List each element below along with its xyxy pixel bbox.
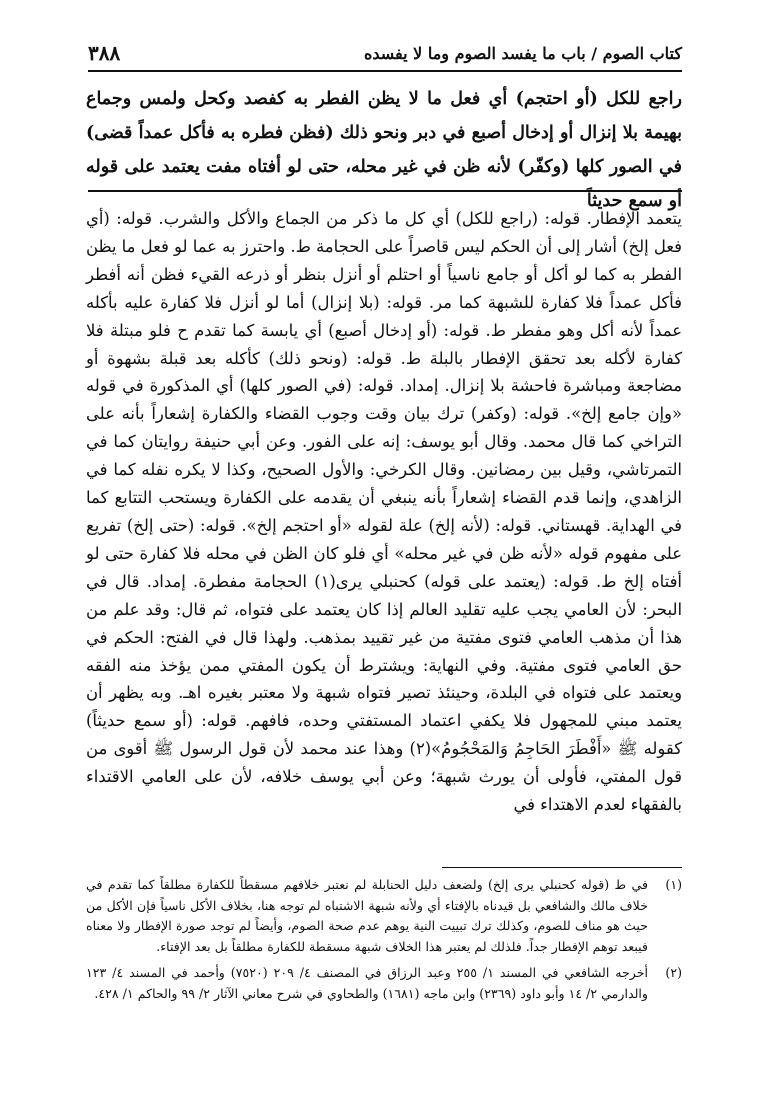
footnote <box>86 875 682 957</box>
footnotes <box>86 875 682 1010</box>
commentary-paragraph: يتعمد الإفطار. قوله: (راجع للكل) أي كل ما ذكر من الجماع والأكل والشرب. قوله: (أي فعل إلخ) أشار إلى أن الحكم ليس قاصراً على الحجامة ط. واحترز به عما لو فعل ما يظن الفطر به كما لو أكل أو جامع ناسياً أو احتلم أو أنزل بنظر أو ذرعه القيء فظن أنه أفطر فأكل عمداً فلا كفارة للشبهة كما مر. قوله: (بلا إنزال) أما لو أنزل فلا كفارة عليه بأكله عمداً لأنه أكل وهو مفطر ط. قوله: (أو إدخال أصبع) أي يابسة كما تقدم ح فلو مبتلة فلا كفارة لأكله بعد تحقق الإفطار بالبلة ط. قوله: (ونحو ذلك) كأكله بعد قبلة بشهوة أو مضاجعة ومباشرة فاحشة بلا إنزال. إمداد. قوله: (في الصور كلها) أي المذكورة في قوله «وإن جامع إلخ». قوله: (وكفر) ترك بيان وقت وجوب القضاء والكفارة إشعاراً بأنه على التراخي كما قال محمد. وقال أبو يوسف: إنه على الفور. وعن أبي حنيفة روايتان كما في التمرتاشي، وقيل بين رمضانين. وقال الكرخي: والأول الصحيح، وكذا لا يكره نفله كما في الزاهدي، وإنما قدم القضاء إشعاراً بأنه ينبغي أن يقدمه على الكفارة ويستحب التتابع كما في الهداية. قهستاني. قوله: (لأنه إلخ) علة لقوله «أو احتجم إلخ». قوله: (حتى إلخ) تفريع على مفهوم قوله «لأنه ظن في غير محله» أي فلو كان الظن في محله فلا كفارة حتى لو أفتاه إلخ ط. قوله: (يعتمد على قوله) كحنبلي يرى(١) الحجامة مفطرة. إمداد. قال في البحر: لأن العامي يجب عليه تقليد العالم إذا كان يعتمد على فتواه، ثم قال: وقد علم من هذا أن مذهب العامي فتوى مفتية من غير تقييد بمذهب. ولهذا قال في الفتح: الحكم في حق العامي فتوى مفتية. وفي النهاية: ويشترط أن يكون المفتي ممن يؤخذ منه الفقه ويعتمد على فتواه في البلدة، وحينئذ تصير فتواه شبهة ولا معتبر بغيره اهـ. وبه يظهر أن يعتمد مبني للمجهول فلا يكفي اعتماد المستفتي وحده، فافهم. قوله: (أو سمع حديثاً) كقوله ﷺ «أَفْطَرَ الحَاجِمُ وَالمَحْجُومُ»(٢) وهذا عند محمد لأن قول الرسول ﷺ أقوى من قول المفتي، فأولى أن يورث شبهة؛ وعن أبي يوسف خلافه، لأن على العامي الاقتداء بالفقهاء لعدم الاهتداء في <box>85 209 682 815</box>
commentary <box>86 205 682 819</box>
main-text: راجع للكل (أو احتجم) أي فعل ما لا يظن الفطر به كفصد وكحل ولمس وجماع بهيمة بلا إنزال أو إدخال أصبع في دبر ونحو ذلك (فظن فطره به فأكل عمداً قضى) في الصور كلها (وكفّر) لأنه ظن في غير محله، حتى لو أفتاه مفت يعتمد على قوله أو سمع حديثاً <box>86 89 682 211</box>
footnote-divider <box>442 867 682 868</box>
footnote-text: أخرجه الشافعي في المسند ١/ ٢٥٥ وعبد الرزاق في المصنف ٤/ ٢٠٩ (٧٥٢٠) وأحمد في المسند ٤/ ١٢٣ والدارمي ٢/ ١٤ وأبو داود (٢٣٦٩) وابن ماجه (١٦٨١) والطحاوي في شرح معاني الآثار ٢/ ٩٩ والحاكم ١/ ٤٢٨. <box>86 965 649 1001</box>
page-number: ٣٨٨ <box>88 41 121 65</box>
footnote-text: في ط (قوله كحنبلي يرى إلخ) ولضعف دليل الحنابلة لم نعتبر خلافهم مسقطاً للكفارة مطلقاً كما تقدم في خلاف مالك والشافعي بل قيدناه بالإفتاء أي ولأنه شبهة الاشتباه لم توجه هنا، بخلاف الأكل ناسياً فإن الأكل من حيث هو مناف للصوم، وكذلك ترك تبييت النية يوهم عدم صحة الصوم، وأيضاً لم توجد صورة الإفطار ولا معناه فيبعد توهم الإفطار جداً. فلذلك لم يعتبر هذا الخلاف شبهة مسقطة للكفارة مطلقاً بل بعد الإفتاء. <box>86 877 648 954</box>
footnote-number: (١) <box>665 877 682 892</box>
main-text-divider <box>88 190 682 192</box>
chapter-title: كتاب الصوم / باب ما يفسد الصوم وما لا يفسده <box>363 43 682 63</box>
footnote <box>86 963 682 1004</box>
footnote-number: (٢) <box>665 965 682 980</box>
running-header <box>88 36 682 72</box>
